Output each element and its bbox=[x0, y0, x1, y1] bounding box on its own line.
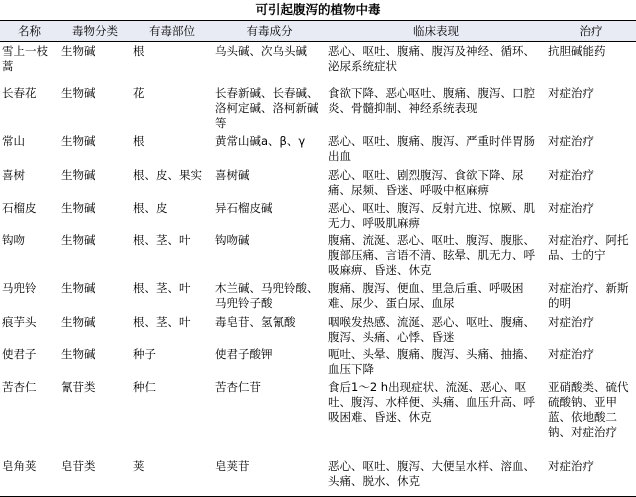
cell-category: 生物碱 bbox=[61, 44, 96, 58]
cell-component: 使君子酸钾 bbox=[215, 346, 273, 361]
cell-part: 荚 bbox=[131, 457, 213, 497]
cell-name: 皂角荚 bbox=[0, 457, 59, 497]
cell-symptoms: 食后1～2 h出现症状、流涎、恶心、呕吐、腹泻、水样便、头痛、血压升高、呼吸困难、昏迷、休克 bbox=[328, 379, 535, 424]
toxic-plants-table bbox=[0, 20, 636, 497]
table-row bbox=[0, 132, 636, 166]
cell-component: 长春新碱、长春碱、洛柯定碱、洛柯新碱等 bbox=[215, 85, 319, 130]
header-component: 有毒成分 bbox=[213, 21, 326, 42]
cell-symptoms: 咽喉发热感、流涎、恶心、呕吐、腹痛、腹泻、头痛、心悸、昏迷 bbox=[328, 314, 535, 344]
cell-part: 种子 bbox=[133, 346, 156, 361]
cell-name: 长春花 bbox=[2, 85, 37, 100]
cell-component: 异石榴皮碱 bbox=[215, 200, 273, 215]
table-row bbox=[0, 313, 636, 345]
table-row bbox=[0, 84, 636, 132]
header-treatment: 治疗 bbox=[546, 21, 636, 42]
table-header bbox=[0, 21, 636, 42]
cell-part: 根、茎、叶 bbox=[133, 314, 191, 329]
header-symptoms: 临床表现 bbox=[326, 21, 546, 42]
cell-name: 石榴皮 bbox=[2, 200, 37, 215]
cell-treatment: 对症治疗 bbox=[548, 200, 594, 215]
table-row bbox=[0, 231, 636, 279]
table-row bbox=[0, 42, 636, 84]
cell-name: 马兜铃 bbox=[2, 280, 37, 295]
cell-component: 喜树碱 bbox=[215, 167, 250, 182]
cell-category: 生物碱 bbox=[61, 314, 96, 329]
cell-symptoms: 恶心、呕吐、腹痛、腹泻、严重时伴胃肠出血 bbox=[328, 133, 535, 163]
cell-category: 生物碱 bbox=[61, 232, 96, 247]
cell-component: 乌头碱、次乌头碱 bbox=[215, 44, 307, 58]
cell-treatment: 对症治疗 bbox=[548, 85, 594, 100]
table-row bbox=[0, 199, 636, 231]
cell-category: 生物碱 bbox=[61, 133, 96, 148]
cell-name: 常山 bbox=[2, 133, 25, 148]
cell-symptoms: 腹痛、流涎、恶心、呕吐、腹泻、腹胀、腹部压痛、言语不清、眩晕、肌无力、呼吸麻痹、昏迷、休克 bbox=[328, 232, 535, 277]
table-row bbox=[0, 166, 636, 199]
cell-part: 根、茎、叶 bbox=[133, 232, 191, 247]
cell-symptoms: 腹痛、腹泻、便血、里急后重、呼吸困难、尿少、蛋白尿、血尿 bbox=[328, 280, 524, 310]
cell-category: 生物碱 bbox=[61, 280, 96, 295]
cell-component: 黄常山碱a、β、γ bbox=[215, 133, 306, 148]
cell-name: 苦杏仁 bbox=[2, 379, 37, 394]
table-row bbox=[0, 457, 636, 497]
table-row bbox=[0, 345, 636, 378]
cell-category: 生物碱 bbox=[61, 200, 96, 215]
cell-part: 根、茎、叶 bbox=[133, 280, 191, 295]
cell-symptoms: 食欲下降、恶心呕吐、腹痛、腹泻、口腔炎、骨髓抑制、神经系统表现 bbox=[328, 85, 535, 115]
cell-part: 根 bbox=[133, 133, 145, 148]
cell-name: 钩吻 bbox=[2, 232, 25, 247]
cell-treatment: 亚硝酸类、硫代硫酸钠、亚甲蓝、依地酸二钠、对症治疗 bbox=[548, 379, 629, 439]
header-part: 有毒部位 bbox=[131, 21, 213, 42]
table-title: 可引起腹泻的植物中毒 bbox=[255, 2, 381, 17]
cell-symptoms: 呃吐、头晕、腹痛、腹泻、头痛、抽搐、血压下降 bbox=[328, 346, 535, 376]
cell-treatment: 对症治疗 bbox=[546, 457, 636, 497]
cell-component: 苦杏仁苷 bbox=[215, 379, 261, 394]
cell-component: 毒皂苷、氢氰酸 bbox=[215, 314, 296, 329]
cell-treatment: 对症治疗 bbox=[548, 167, 594, 182]
cell-component: 皂荚苷 bbox=[213, 457, 326, 497]
cell-treatment: 对症治疗 bbox=[548, 133, 594, 148]
cell-category: 氰苷类 bbox=[61, 379, 96, 394]
cell-treatment: 对症治疗、新斯的明 bbox=[548, 280, 629, 310]
cell-treatment: 对症治疗、阿托品、士的宁 bbox=[548, 232, 629, 262]
table-row bbox=[0, 279, 636, 313]
cell-symptoms: 恶心、呕吐、腹泻、大便呈水样、溶血、头痛、脱水、休克 bbox=[326, 457, 546, 497]
cell-symptoms: 恶心、呕吐、腹痛、腹泻及神经、循环、泌尿系统症状 bbox=[328, 44, 535, 73]
cell-treatment: 抗胆碱能药 bbox=[548, 44, 606, 58]
cell-category: 皂苷类 bbox=[59, 457, 131, 497]
cell-symptoms: 恶心、呕吐、剧烈腹泻、食欲下降、尿痛、尿频、昏迷、呼吸中枢麻痹 bbox=[328, 167, 524, 197]
cell-name: 使君子 bbox=[2, 346, 37, 361]
cell-category: 生物碱 bbox=[61, 346, 96, 361]
cell-symptoms: 恶心、呕吐、腹泻、反射亢进、惊厥、肌无力、呼吸肌麻痹 bbox=[328, 200, 535, 230]
cell-category: 生物碱 bbox=[61, 167, 96, 182]
cell-treatment: 对症治疗 bbox=[548, 314, 594, 329]
header-category: 毒物分类 bbox=[59, 21, 131, 42]
cell-name: 喜树 bbox=[2, 167, 25, 182]
table-row bbox=[0, 378, 636, 457]
cell-treatment: 对症治疗 bbox=[548, 346, 594, 361]
cell-part: 种仁 bbox=[133, 379, 156, 394]
cell-name: 雪上一枝蒿 bbox=[2, 44, 48, 73]
cell-part: 根 bbox=[133, 44, 145, 58]
cell-category: 生物碱 bbox=[61, 85, 96, 100]
cell-part: 根、皮、果实 bbox=[133, 167, 202, 182]
cell-component: 木兰碱、马兜铃酸、马兜铃子酸 bbox=[215, 280, 319, 310]
cell-part: 根、皮 bbox=[133, 200, 168, 215]
cell-part: 花 bbox=[133, 85, 145, 100]
header-name: 名称 bbox=[0, 21, 59, 42]
cell-component: 钩吻碱 bbox=[215, 232, 250, 247]
cell-name: 痕芋头 bbox=[2, 314, 37, 329]
